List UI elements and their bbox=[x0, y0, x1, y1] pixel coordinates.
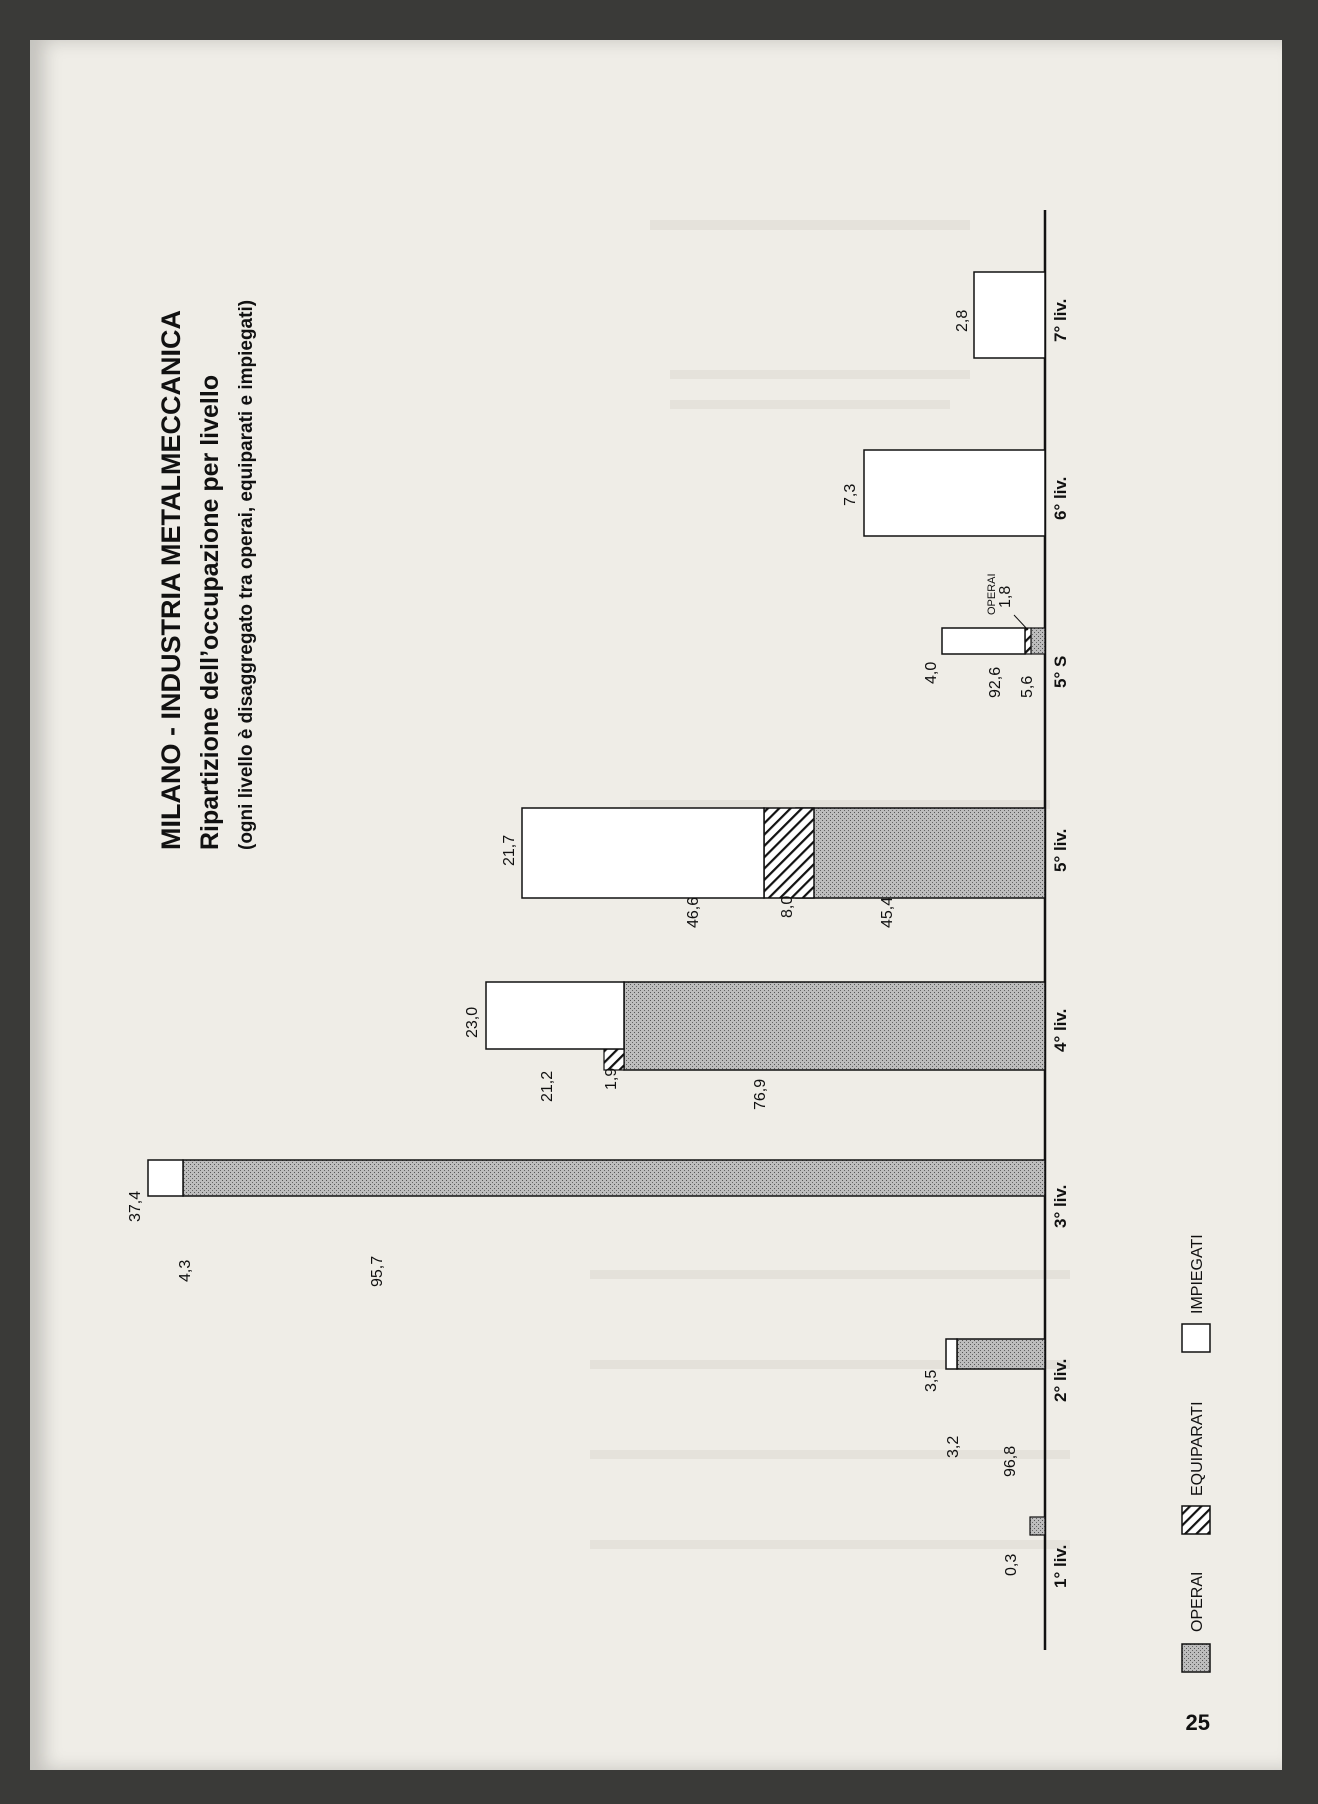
category-l4: 4° liv. bbox=[1051, 1008, 1070, 1052]
legend bbox=[1182, 1234, 1210, 1672]
bar-l5s-equiparati bbox=[1025, 628, 1031, 654]
label-l7-total: 2,8 bbox=[954, 309, 971, 332]
label-l5s-equiparati: 1,8 bbox=[997, 585, 1014, 608]
chart bbox=[30, 40, 1282, 1770]
label-l3-total: 37,4 bbox=[127, 1190, 144, 1222]
label-l5-total: 21,7 bbox=[501, 834, 518, 866]
titles bbox=[156, 300, 257, 850]
page bbox=[30, 40, 1282, 1770]
label-l5s-operai: 5,6 bbox=[1019, 675, 1036, 698]
category-l6: 6° liv. bbox=[1051, 476, 1070, 520]
chart-subtitle-2: (ogni livello è disaggregato tra operai, equiparati e impiegati) bbox=[236, 299, 257, 850]
label-l4-total: 23,0 bbox=[464, 1006, 481, 1038]
label-l1-operai: 0,3 bbox=[1003, 1553, 1020, 1576]
level-1-group bbox=[1003, 1517, 1070, 1588]
level-5-group bbox=[501, 808, 1070, 928]
legend-label-impiegati: IMPIEGATI bbox=[1189, 1234, 1206, 1314]
label-l5s-total: 4,0 bbox=[923, 661, 940, 684]
bar-l4-operai bbox=[624, 982, 1045, 1070]
category-l5: 5° liv. bbox=[1051, 828, 1070, 872]
label-l3-impiegati: 4,3 bbox=[177, 1259, 194, 1282]
category-l3: 3° liv. bbox=[1051, 1184, 1070, 1228]
bar-l7-impiegati bbox=[974, 272, 1045, 358]
bar-l5-operai bbox=[796, 808, 1045, 898]
level-5s-group bbox=[923, 573, 1070, 698]
bar-l4-impiegati bbox=[486, 982, 624, 1049]
label-l2-impiegati: 3,2 bbox=[945, 1435, 962, 1458]
bar-l5s-impiegati bbox=[942, 628, 1025, 654]
bar-l6-impiegati bbox=[864, 450, 1045, 536]
category-l7: 7° liv. bbox=[1051, 298, 1070, 342]
bar-l4-equiparati bbox=[604, 1049, 624, 1070]
label-l4-impiegati: 21,2 bbox=[539, 1070, 556, 1102]
bar-l5-impiegati bbox=[522, 808, 764, 898]
label-l4-equiparati: 1,9 bbox=[603, 1067, 620, 1090]
bar-l5-equiparati bbox=[764, 808, 814, 898]
chart-subtitle: Ripartizione dell’occupazione per livello bbox=[196, 374, 224, 850]
bar-l2-operai bbox=[957, 1339, 1045, 1369]
category-l5s: 5° S bbox=[1051, 655, 1070, 688]
label-l4-operai: 76,9 bbox=[752, 1078, 769, 1110]
bar-l2-impiegati bbox=[946, 1339, 957, 1369]
level-4-group bbox=[464, 982, 1070, 1110]
label-l5-impiegati: 46,6 bbox=[685, 896, 702, 928]
bar-l1-operai bbox=[1030, 1517, 1045, 1535]
label-l6-total: 7,3 bbox=[842, 483, 859, 506]
category-l1: 1° liv. bbox=[1051, 1544, 1070, 1588]
legend-swatch-operai bbox=[1182, 1644, 1210, 1672]
label-l2-total: 3,5 bbox=[923, 1369, 940, 1392]
legend-swatch-impiegati bbox=[1182, 1324, 1210, 1352]
label-l3-operai: 95,7 bbox=[369, 1255, 386, 1287]
label-l2-operai: 96,8 bbox=[1002, 1445, 1019, 1477]
annotation-operai: OPERAI bbox=[986, 573, 998, 615]
bar-l3-impiegati bbox=[148, 1160, 183, 1196]
chart-title: MILANO - INDUSTRIA METALMECCANICA bbox=[156, 310, 186, 850]
legend-swatch-equiparati bbox=[1182, 1506, 1210, 1534]
label-l5-equiparati: 8,0 bbox=[779, 895, 796, 918]
legend-label-equiparati: EQUIPARATI bbox=[1189, 1401, 1206, 1496]
category-l2: 2° liv. bbox=[1051, 1358, 1070, 1402]
label-l5-operai: 45,4 bbox=[879, 896, 896, 928]
page-number: 25 bbox=[1185, 1710, 1210, 1735]
bar-l5s-operai bbox=[1031, 628, 1045, 654]
legend-label-operai: OPERAI bbox=[1189, 1571, 1206, 1632]
bar-l3-operai bbox=[183, 1160, 1045, 1196]
level-7-group bbox=[954, 272, 1070, 358]
label-l5s-impiegati: 92,6 bbox=[987, 666, 1004, 698]
level-6-group bbox=[842, 450, 1070, 536]
level-3-group bbox=[127, 1160, 1070, 1287]
